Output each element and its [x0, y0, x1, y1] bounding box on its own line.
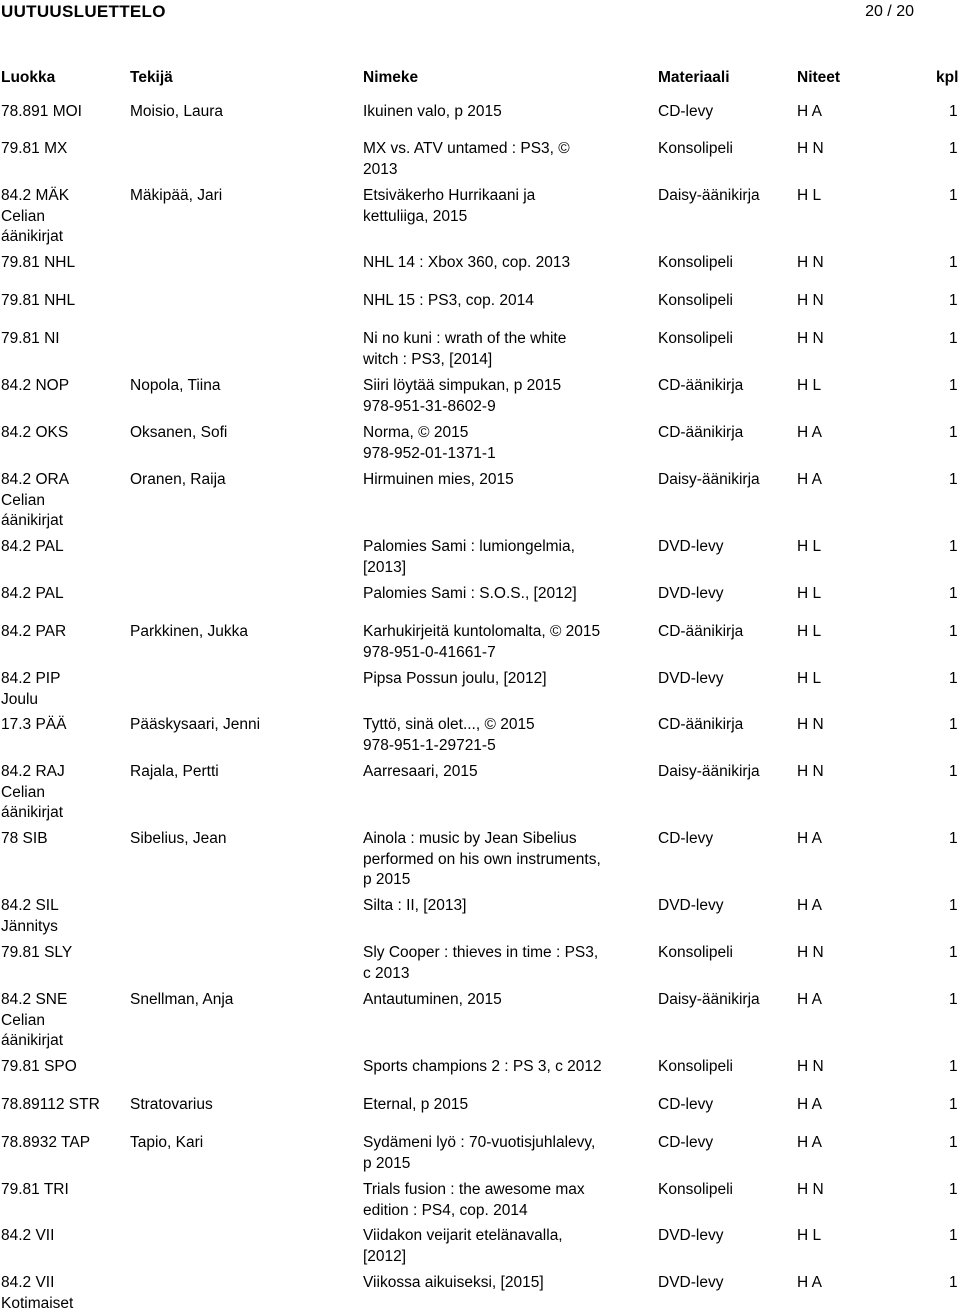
cell-tekija: Stratovarius: [130, 1096, 213, 1113]
cell-nimeke: Pipsa Possun joulu, [2012]: [363, 670, 547, 687]
cell-nimeke: Sydämeni lyö : 70-vuotisjuhlalevy, p 2015: [363, 1134, 596, 1172]
cell-materiaali: CD-äänikirja: [658, 716, 744, 733]
cell-kpl: 1: [949, 424, 958, 441]
cell-tekija: Oranen, Raija: [130, 471, 226, 488]
cell-kpl: 1: [949, 538, 958, 555]
cell-kpl: 1: [949, 623, 958, 640]
cell-materiaali: CD-äänikirja: [658, 377, 744, 394]
cell-kpl: 1: [949, 1134, 958, 1151]
cell-luokka: 84.2 MÄK Celian áänikirjat: [1, 187, 70, 245]
cell-luokka: 78 SIB: [1, 830, 48, 847]
cell-tekija: Pääskysaari, Jenni: [130, 716, 261, 733]
column-header-luokka: Luokka: [1, 69, 56, 86]
cell-nimeke: Aarresaari, 2015: [363, 763, 478, 780]
cell-nimeke: Eternal, p 2015: [363, 1096, 469, 1113]
cell-kpl: 1: [949, 1274, 958, 1291]
page-header: [0, 0, 960, 26]
cell-luokka: 84.2 VII: [1, 1227, 55, 1244]
cell-nimeke: NHL 15 : PS3, cop. 2014: [363, 292, 534, 309]
cell-luokka: 84.2 OKS: [1, 424, 69, 441]
cell-kpl: 1: [949, 187, 958, 204]
cell-nimeke: MX vs. ATV untamed : PS3, © 2013: [363, 140, 570, 178]
cell-luokka: 84.2 SNE Celian áänikirjat: [1, 991, 68, 1049]
cell-nimeke: Ainola : music by Jean Sibelius performed on his own instruments, p 2015: [363, 830, 601, 888]
cell-tekija: Snellman, Anja: [130, 991, 234, 1008]
cell-nimeke: Ikuinen valo, p 2015: [363, 103, 502, 120]
cell-nimeke: Trials fusion : the awesome max edition : PS4, cop. 2014: [363, 1181, 585, 1219]
cell-niteet: H A: [797, 897, 822, 914]
cell-niteet: H A: [797, 471, 822, 488]
cell-niteet: H L: [797, 585, 822, 602]
cell-luokka: 84.2 SIL Jännitys: [1, 897, 59, 935]
cell-tekija: Nopola, Tiina: [130, 377, 221, 394]
cell-kpl: 1: [949, 670, 958, 687]
cell-kpl: 1: [949, 1227, 958, 1244]
cell-luokka: 78.89112 STR: [1, 1096, 100, 1113]
cell-kpl: 1: [949, 471, 958, 488]
cell-materiaali: CD-levy: [658, 1096, 714, 1113]
cell-materiaali: DVD-levy: [658, 897, 724, 914]
cell-niteet: H A: [797, 830, 822, 847]
cell-niteet: H A: [797, 103, 822, 120]
cell-kpl: 1: [949, 1096, 958, 1113]
cell-kpl: 1: [949, 1058, 958, 1075]
cell-nimeke: Sly Cooper : thieves in time : PS3, c 2013: [363, 944, 599, 982]
cell-tekija: Moisio, Laura: [130, 103, 224, 120]
cell-kpl: 1: [949, 897, 958, 914]
cell-materiaali: Daisy-äänikirja: [658, 763, 760, 780]
cell-luokka: 84.2 VII Kotimaiset: [1, 1274, 74, 1312]
cell-luokka: 78.8932 TAP: [1, 1134, 91, 1151]
cell-nimeke: Norma, © 2015 978-952-01-1371-1: [363, 424, 496, 462]
cell-materiaali: DVD-levy: [658, 585, 724, 602]
cell-kpl: 1: [949, 103, 958, 120]
cell-luokka: 17.3 PÄÄ: [1, 716, 67, 733]
cell-niteet: H N: [797, 292, 824, 309]
cell-niteet: H N: [797, 254, 824, 271]
cell-materiaali: Konsolipeli: [658, 1058, 733, 1075]
cell-materiaali: CD-äänikirja: [658, 424, 744, 441]
cell-niteet: H L: [797, 623, 822, 640]
cell-luokka: 84.2 NOP: [1, 377, 70, 394]
column-header-tekija: Tekijä: [130, 69, 173, 86]
column-header-kpl: kpl: [936, 69, 959, 86]
cell-materiaali: Konsolipeli: [658, 1181, 733, 1198]
cell-materiaali: DVD-levy: [658, 1274, 724, 1291]
cell-materiaali: Daisy-äänikirja: [658, 471, 760, 488]
cell-niteet: H L: [797, 670, 822, 687]
cell-kpl: 1: [949, 716, 958, 733]
cell-materiaali: DVD-levy: [658, 670, 724, 687]
cell-niteet: H N: [797, 1181, 824, 1198]
column-header-materiaali: Materiaali: [658, 69, 730, 86]
cell-materiaali: CD-levy: [658, 830, 714, 847]
cell-materiaali: DVD-levy: [658, 538, 724, 555]
cell-niteet: H L: [797, 538, 822, 555]
cell-kpl: 1: [949, 944, 958, 961]
cell-nimeke: Hirmuinen mies, 2015: [363, 471, 514, 488]
cell-niteet: H N: [797, 763, 824, 780]
cell-tekija: Tapio, Kari: [130, 1134, 204, 1151]
cell-niteet: H L: [797, 377, 822, 394]
cell-materiaali: Daisy-äänikirja: [658, 187, 760, 204]
cell-niteet: H N: [797, 330, 824, 347]
cell-niteet: H A: [797, 1274, 822, 1291]
cell-nimeke: NHL 14 : Xbox 360, cop. 2013: [363, 254, 571, 271]
cell-tekija: Rajala, Pertti: [130, 763, 219, 780]
cell-niteet: H N: [797, 1058, 824, 1075]
cell-kpl: 1: [949, 830, 958, 847]
cell-nimeke: Ni no kuni : wrath of the white witch : PS3, [2014]: [363, 330, 567, 368]
cell-luokka: 78.891 MOI: [1, 103, 82, 120]
cell-kpl: 1: [949, 585, 958, 602]
cell-luokka: 79.81 SPO: [1, 1058, 77, 1075]
cell-kpl: 1: [949, 763, 958, 780]
cell-niteet: H L: [797, 1227, 822, 1244]
cell-luokka: 79.81 NHL: [1, 254, 76, 271]
cell-materiaali: CD-levy: [658, 1134, 714, 1151]
cell-niteet: H A: [797, 424, 822, 441]
cell-luokka: 84.2 PAR: [1, 623, 67, 640]
page-number: 20 / 20: [865, 3, 914, 20]
column-header-niteet: Niteet: [797, 69, 841, 86]
cell-nimeke: Palomies Sami : lumiongelmia, [2013]: [363, 538, 575, 576]
cell-nimeke: Palomies Sami : S.O.S., [2012]: [363, 585, 577, 602]
cell-tekija: Mäkipää, Jari: [130, 187, 223, 204]
cell-kpl: 1: [949, 330, 958, 347]
cell-nimeke: Etsiväkerho Hurrikaani ja kettuliiga, 2015: [363, 187, 536, 225]
cell-tekija: Sibelius, Jean: [130, 830, 227, 847]
cell-kpl: 1: [949, 991, 958, 1008]
cell-luokka: 84.2 ORA Celian áänikirjat: [1, 471, 70, 529]
cell-kpl: 1: [949, 254, 958, 271]
cell-materiaali: Konsolipeli: [658, 292, 733, 309]
cell-luokka: 84.2 PAL: [1, 538, 64, 555]
cell-luokka: 79.81 NHL: [1, 292, 76, 309]
cell-luokka: 79.81 SLY: [1, 944, 73, 961]
cell-luokka: 84.2 RAJ Celian áänikirjat: [1, 763, 65, 821]
cell-luokka: 84.2 PIP Joulu: [1, 670, 61, 708]
cell-materiaali: Daisy-äänikirja: [658, 991, 760, 1008]
cell-niteet: H N: [797, 944, 824, 961]
cell-nimeke: Silta : II, [2013]: [363, 897, 467, 914]
cell-materiaali: CD-äänikirja: [658, 623, 744, 640]
cell-nimeke: Viikossa aikuiseksi, [2015]: [363, 1274, 544, 1291]
cell-nimeke: Sports champions 2 : PS 3, c 2012: [363, 1058, 602, 1075]
cell-niteet: H A: [797, 991, 822, 1008]
cell-niteet: H L: [797, 187, 822, 204]
cell-nimeke: Siiri löytää simpukan, p 2015 978-951-31-8602-9: [363, 377, 562, 415]
cell-luokka: 79.81 NI: [1, 330, 60, 347]
cell-niteet: H A: [797, 1096, 822, 1113]
cell-luokka: 79.81 MX: [1, 140, 68, 157]
column-headers: [0, 69, 960, 89]
cell-kpl: 1: [949, 1181, 958, 1198]
cell-luokka: 84.2 PAL: [1, 585, 64, 602]
cell-nimeke: Antautuminen, 2015: [363, 991, 502, 1008]
cell-materiaali: CD-levy: [658, 103, 714, 120]
cell-niteet: H N: [797, 716, 824, 733]
cell-materiaali: Konsolipeli: [658, 254, 733, 271]
document-title: UUTUUSLUETTELO: [1, 2, 166, 21]
cell-materiaali: DVD-levy: [658, 1227, 724, 1244]
cell-nimeke: Tyttö, sinä olet..., © 2015 978-951-1-29721-5: [363, 716, 535, 754]
cell-materiaali: Konsolipeli: [658, 944, 733, 961]
cell-materiaali: Konsolipeli: [658, 330, 733, 347]
cell-niteet: H N: [797, 140, 824, 157]
cell-kpl: 1: [949, 292, 958, 309]
cell-tekija: Oksanen, Sofi: [130, 424, 228, 441]
column-header-nimeke: Nimeke: [363, 69, 419, 86]
cell-tekija: Parkkinen, Jukka: [130, 623, 249, 640]
cell-materiaali: Konsolipeli: [658, 140, 733, 157]
cell-kpl: 1: [949, 377, 958, 394]
cell-nimeke: Karhukirjeitä kuntolomalta, © 2015 978-951-0-41661-7: [363, 623, 601, 661]
cell-luokka: 79.81 TRI: [1, 1181, 69, 1198]
cell-kpl: 1: [949, 140, 958, 157]
cell-nimeke: Viidakon veijarit etelänavalla, [2012]: [363, 1227, 563, 1265]
cell-niteet: H A: [797, 1134, 822, 1151]
